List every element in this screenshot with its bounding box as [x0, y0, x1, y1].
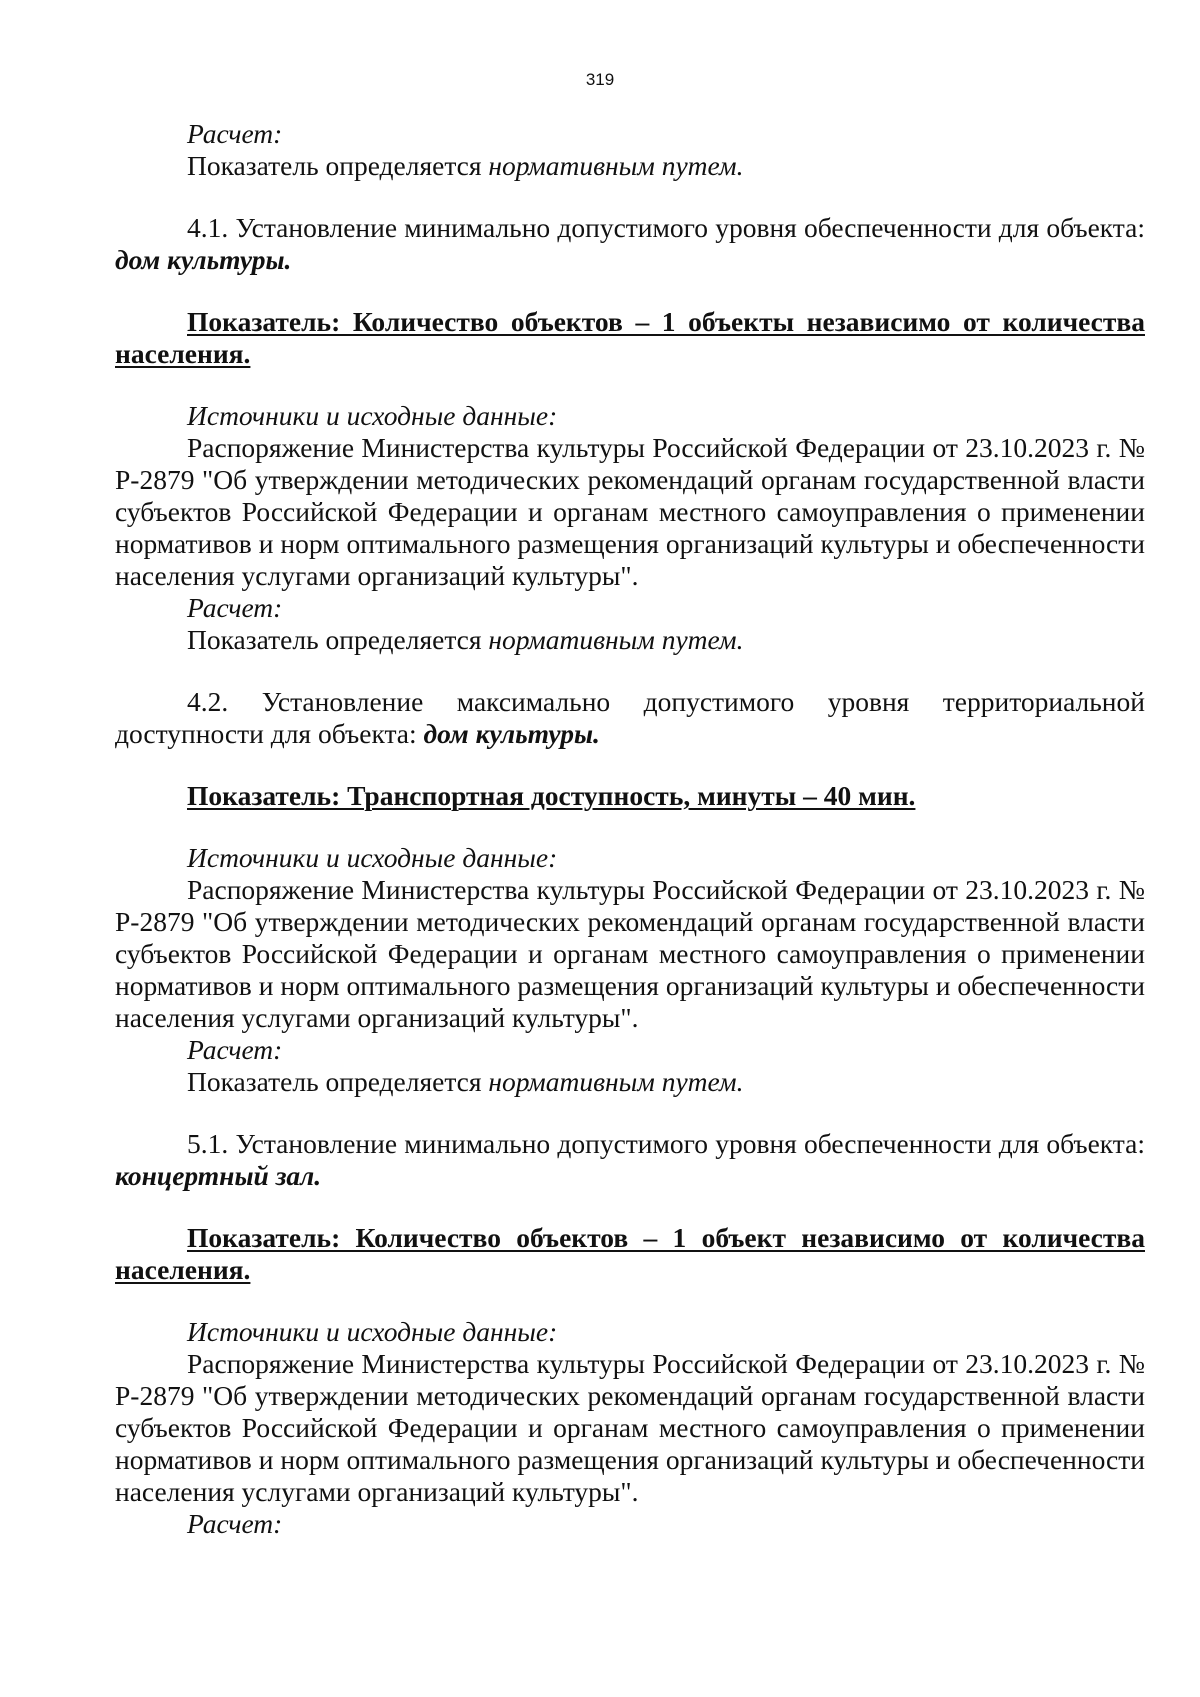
sources-label: Источники и исходные данные: — [187, 842, 558, 873]
calc-label: Расчет: — [187, 1508, 283, 1539]
calc-method: нормативным путем. — [488, 1066, 744, 1097]
indicator-heading: Показатель: Количество объектов – 1 объект независимо от количества населения. — [115, 1222, 1145, 1285]
calc-label: Расчет: — [187, 118, 283, 149]
page-content — [115, 118, 1145, 1540]
calc-prefix: Показатель определяется — [187, 624, 489, 655]
page-number: 319 — [585, 70, 615, 89]
sources-label: Источники и исходные данные: — [187, 400, 558, 431]
calc-prefix: Показатель определяется — [187, 150, 489, 181]
sources-text: Распоряжение Министерства культуры Российской Федерации от 23.10.2023 г. № Р-2879 "Об утверждении методических рекомендаций органам государственной власти субъектов Российской Федерации и органам местного самоуправления о применении нормативов и норм оптимального размещения организаций культуры и обеспеченности населения услугами организаций культуры". — [115, 874, 1145, 1033]
sources-text: Распоряжение Министерства культуры Российской Федерации от 23.10.2023 г. № Р-2879 "Об утверждении методических рекомендаций органам государственной власти субъектов Российской Федерации и органам местного самоуправления о применении нормативов и норм оптимального размещения организаций культуры и обеспеченности населения услугами организаций культуры". — [115, 1348, 1145, 1507]
calc-label: Расчет: — [187, 592, 283, 623]
calc-text — [115, 1066, 1145, 1098]
section-heading-prefix: 4.2. Установление максимально допустимого уровня территориальной доступности для объекта: — [115, 686, 1145, 749]
sources-text: Распоряжение Министерства культуры Российской Федерации от 23.10.2023 г. № Р-2879 "Об утверждении методических рекомендаций органам государственной власти субъектов Российской Федерации и органам местного самоуправления о применении нормативов и норм оптимального размещения организаций культуры и обеспеченности населения услугами организаций культуры". — [115, 432, 1145, 591]
indicator-heading: Показатель: Количество объектов – 1 объекты независимо от количества населения. — [115, 306, 1145, 369]
section-heading — [115, 1128, 1145, 1192]
calc-method: нормативным путем. — [488, 150, 744, 181]
calc-label: Расчет: — [187, 1034, 283, 1065]
section-heading-prefix: 5.1. Установление минимально допустимого уровня обеспеченности для объекта: — [187, 1128, 1145, 1159]
section-heading-object: дом культуры. — [115, 244, 292, 275]
sources-label: Источники и исходные данные: — [187, 1316, 558, 1347]
section-heading — [115, 212, 1145, 276]
calc-prefix: Показатель определяется — [187, 1066, 489, 1097]
section-heading-prefix: 4.1. Установление минимально допустимого уровня обеспеченности для объекта: — [187, 212, 1145, 243]
section-heading-object: концертный зал. — [115, 1160, 322, 1191]
calc-text — [115, 624, 1145, 656]
section-heading-object: дом культуры. — [423, 718, 600, 749]
calc-text — [115, 150, 1145, 182]
section-heading — [115, 686, 1145, 750]
calc-method: нормативным путем. — [488, 624, 744, 655]
indicator-heading: Показатель: Транспортная доступность, минуты – 40 мин. — [187, 780, 916, 811]
